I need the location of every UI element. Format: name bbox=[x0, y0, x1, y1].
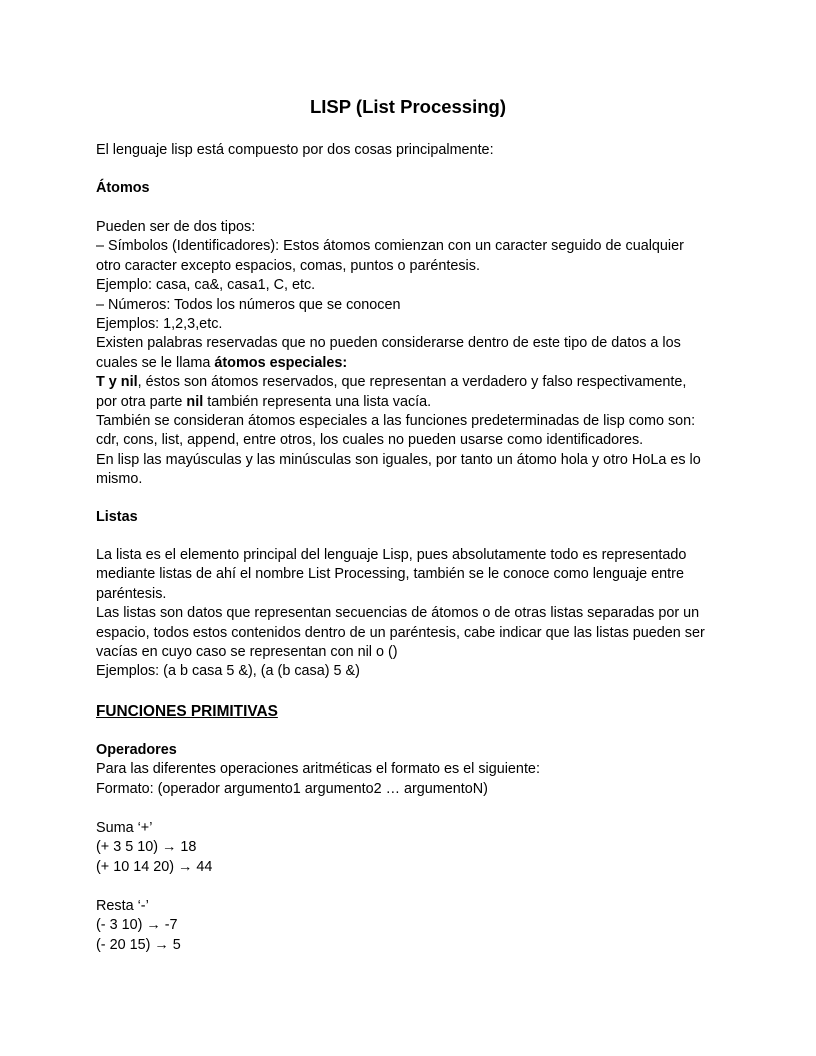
atomos-line-4: Ejemplo: casa, ca&, casa1, C, etc. bbox=[96, 277, 316, 294]
operadores-section bbox=[96, 741, 540, 799]
document-title: LISP (List Processing) bbox=[309, 96, 506, 117]
resta-example-1: (- 3 10) → -7 bbox=[96, 917, 178, 934]
atomos-line-10-pre: por otra parte bbox=[96, 393, 187, 410]
atomos-line-10-rest: también representa una lista vacía. bbox=[203, 393, 432, 410]
atomos-line-13: En lisp las mayúsculas y las minúsculas son iguales, por tanto un átomo hola y otro HoLa es lo bbox=[96, 451, 701, 468]
listas-line-5: espacio, todos estos contenidos dentro de un paréntesis, cabe indicar que las listas pueden ser bbox=[96, 624, 705, 641]
atomos-line-6: Ejemplos: 1,2,3,etc. bbox=[96, 316, 223, 333]
suma-example-1: (+ 3 5 10) → 18 bbox=[96, 839, 197, 856]
atomos-line-12: cdr, cons, list, append, entre otros, los cuales no pueden usarse como identificadores. bbox=[96, 432, 644, 449]
intro-line: El lenguaje lisp está compuesto por dos cosas principalmente: bbox=[96, 142, 494, 158]
atomos-line-8-text: cuales se le llama bbox=[96, 354, 215, 371]
suma-section bbox=[96, 819, 212, 877]
listas-line-4: Las listas son datos que representan secuencias de átomos o de otras listas separadas por un bbox=[96, 605, 700, 622]
atomos-line-7: Existen palabras reservadas que no pueden considerarse dentro de este tipo de datos a los bbox=[96, 335, 681, 352]
atomos-line-11: También se consideran átomos especiales a las funciones predeterminadas de lisp como son: bbox=[96, 413, 696, 430]
listas-line-3: paréntesis. bbox=[96, 585, 167, 602]
listas-section bbox=[96, 508, 138, 527]
listas-line-6: vacías en cuyo caso se representan con nil o () bbox=[96, 644, 398, 661]
atomos-body bbox=[96, 218, 701, 490]
funciones-section bbox=[96, 702, 278, 721]
atomos-line-9-text: , éstos son átomos reservados, que representan a verdadero y falso respectivamente, bbox=[137, 374, 687, 391]
resta-section bbox=[96, 897, 181, 955]
atomos-line-9 bbox=[96, 373, 701, 392]
atomos-line-14: mismo. bbox=[96, 471, 143, 488]
nil-term: nil bbox=[186, 393, 204, 410]
listas-heading: Listas bbox=[96, 509, 138, 525]
atomos-line-10 bbox=[96, 393, 701, 412]
listas-line-2: mediante listas de ahí el nombre List Processing, también se le conoce como lenguaje entre bbox=[96, 566, 684, 583]
atomos-section bbox=[96, 179, 150, 198]
atomos-line-1: Pueden ser de dos tipos: bbox=[96, 219, 256, 235]
intro-paragraph bbox=[96, 141, 494, 160]
resta-label: Resta ‘-’ bbox=[96, 898, 149, 914]
listas-line-7: Ejemplos: (a b casa 5 &), (a (b casa) 5 &) bbox=[96, 663, 360, 680]
atomos-heading: Átomos bbox=[96, 180, 150, 196]
funciones-heading: FUNCIONES PRIMITIVAS bbox=[96, 703, 278, 720]
atomos-line-5: – Números: Todos los números que se conocen bbox=[96, 296, 401, 313]
listas-body bbox=[96, 546, 705, 682]
operadores-line-1: Para las diferentes operaciones aritméticas el formato es el siguiente: bbox=[96, 761, 540, 778]
atomos-line-2: – Símbolos (Identificadores): Estos átomos comienzan con un caracter seguido de cualquier bbox=[96, 238, 684, 255]
t-y-nil-term: T y nil bbox=[96, 374, 138, 391]
resta-example-2: (- 20 15) → 5 bbox=[96, 936, 181, 953]
suma-example-2: (+ 10 14 20) → 44 bbox=[96, 858, 213, 875]
atomos-especiales-term: átomos especiales: bbox=[214, 354, 348, 371]
operadores-heading: Operadores bbox=[96, 742, 177, 758]
atomos-line-3: otro caracter excepto espacios, comas, puntos o paréntesis. bbox=[96, 257, 480, 274]
operadores-line-2: Formato: (operador argumento1 argumento2 … argumentoN) bbox=[96, 780, 488, 797]
listas-line-1: La lista es el elemento principal del lenguaje Lisp, pues absolutamente todo es representado bbox=[96, 547, 687, 563]
atomos-line-8 bbox=[96, 354, 701, 373]
suma-label: Suma ‘+’ bbox=[96, 820, 153, 836]
